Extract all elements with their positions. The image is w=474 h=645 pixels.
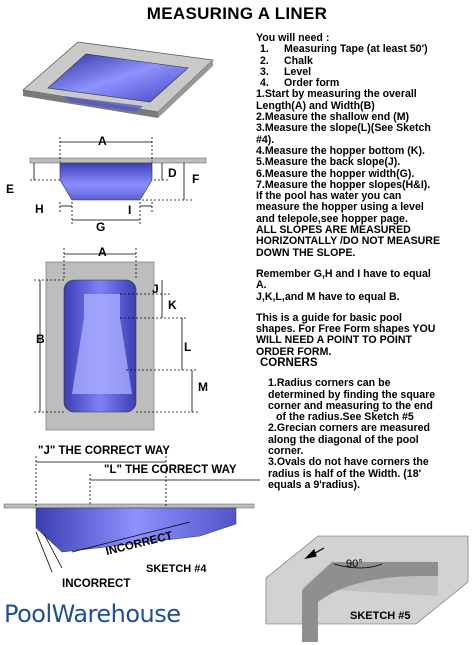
step-line: 2.Measure the shallow end (M) — [256, 111, 410, 124]
dim-label-g: G — [96, 220, 106, 234]
callout-angle: 90° — [346, 558, 363, 570]
step-line: measure the hopper using a level — [256, 201, 424, 214]
tool-item: 3. Level — [260, 65, 312, 78]
step-line: 4.Measure the hopper bottom (K). — [256, 144, 425, 157]
tool-item: 2. Chalk — [260, 54, 313, 67]
guide-line: shapes. For Free Form shapes YOU — [256, 323, 436, 336]
sketch-5-label: SKETCH #5 — [350, 610, 411, 622]
step-line: HORIZONTALLY /DO NOT MEASURE — [256, 235, 441, 248]
pool-isometric-illustration — [8, 30, 218, 140]
corner-line: along the diagonal of the pool — [268, 433, 419, 446]
cross-section-diagram — [2, 132, 212, 262]
corner-line: 1.Radius corners can be — [268, 377, 391, 390]
guide-line: WILL NEED A POINT TO POINT — [256, 334, 412, 347]
corner-line: 3.Ovals do not have corners the — [268, 456, 429, 469]
tool-item: 4. Order form — [260, 77, 340, 90]
page-title: MEASURING A LINER — [146, 4, 328, 23]
step-line: 1.Start by measuring the overall — [256, 88, 417, 101]
corner-line: equals a 9'radius). — [268, 478, 361, 491]
poolwarehouse-logo: PoolWarehouse — [4, 600, 181, 628]
step-line: and telepole,see hopper page. — [256, 212, 408, 225]
step-line: #4). — [256, 133, 275, 146]
needs-heading: You will need : — [256, 32, 330, 44]
corner-line: corner. — [268, 445, 304, 458]
step-line: 3.Measure the slope(L)(See Sketch — [256, 122, 431, 135]
corners-panel — [258, 358, 474, 491]
corner-line: radius is half of the Width. (18' — [268, 467, 422, 480]
step-line: 7.Measure the hopper slopes(H&I). — [256, 178, 431, 191]
dim-label-j: J — [152, 282, 159, 296]
sketch-5-corner-diagram — [262, 532, 472, 642]
step-line: 5.Measure the back slope(J). — [256, 156, 401, 169]
step-line: ALL SLOPES ARE MEASURED — [256, 224, 411, 237]
dim-label-b: B — [36, 332, 45, 346]
dim-label-k: K — [168, 298, 177, 312]
dim-label-i: I — [128, 203, 132, 217]
dim-label-a-mid: A — [98, 245, 107, 259]
step-line: If the pool has water you can — [256, 190, 402, 203]
dim-label-f: F — [192, 172, 200, 186]
step-line: DOWN THE SLOPE. — [256, 246, 356, 259]
corner-line: determined by finding the square — [268, 388, 436, 401]
callout-incorrect-2: INCORRECT — [62, 578, 131, 590]
dim-label-d: D — [168, 166, 177, 180]
dim-label-a-top: A — [98, 134, 107, 148]
dim-label-e: E — [6, 182, 15, 196]
corner-line: 2.Grecian corners are measured — [268, 422, 430, 435]
pool-top-view-diagram — [22, 244, 212, 434]
corner-line: corner and measuring to the end — [268, 399, 433, 412]
remember-line: Remember G,H and I have to equal — [256, 267, 431, 280]
callout-incorrect-1: INCORRECT — [104, 529, 174, 559]
dim-label-h: H — [35, 202, 44, 216]
instructions-panel — [256, 33, 472, 358]
corners-heading: CORNERS — [260, 357, 318, 369]
sketch-4-label: SKETCH #4 — [146, 563, 207, 575]
dim-label-m: M — [198, 380, 208, 394]
corner-line: of the radius.See Sketch #5 — [276, 411, 414, 424]
step-line: Length(A) and Width(B) — [256, 99, 375, 112]
callout-l-correct: "L" THE CORRECT WAY — [104, 464, 237, 476]
remember-line: A. — [256, 279, 267, 292]
step-line: 6.Measure the hopper width(G). — [256, 167, 415, 180]
tool-item: 1. Measuring Tape (at least 50') — [260, 43, 428, 56]
guide-line: This is a guide for basic pool — [256, 311, 402, 324]
dim-label-l: L — [184, 340, 192, 354]
guide-line: ORDER FORM. — [256, 345, 332, 358]
remember-line: J,K,L,and M have to equal B. — [256, 290, 400, 303]
callout-j-correct: "J" THE CORRECT WAY — [38, 445, 170, 457]
